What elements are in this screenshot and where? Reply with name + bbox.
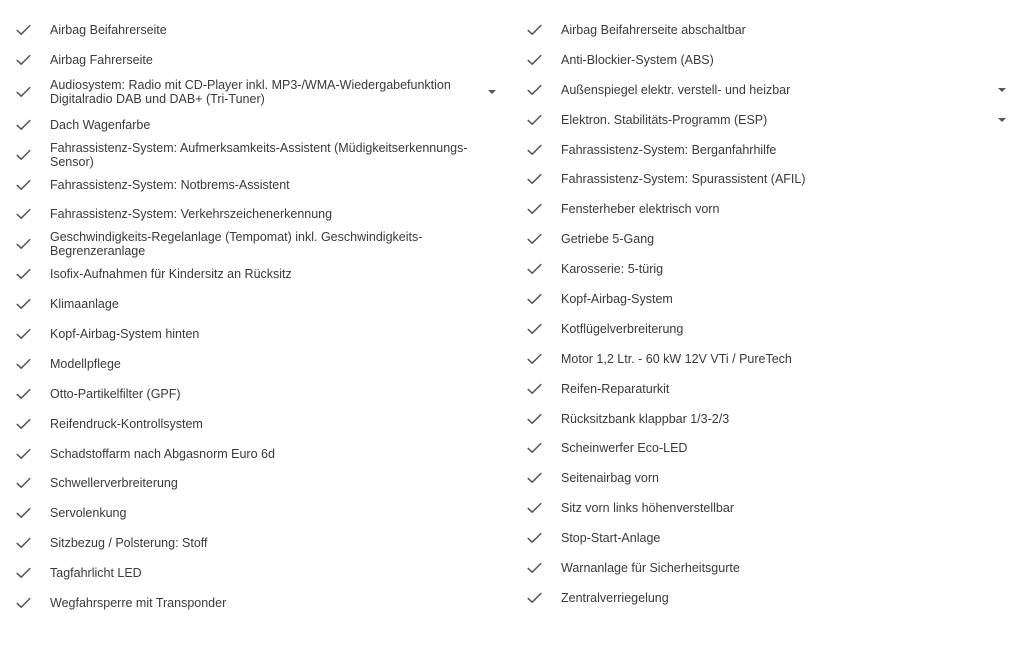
item-label: Getriebe 5-Gang (561, 232, 655, 247)
item-label: Dach Wagenfarbe (50, 117, 151, 132)
list-item (0, 319, 512, 349)
check-icon (512, 353, 561, 365)
item-label: Karosserie: 5-türig (561, 262, 664, 277)
check-icon (0, 507, 50, 519)
check-icon (0, 54, 50, 66)
item-label: Schwellerverbreiterung (50, 476, 178, 491)
list-item (512, 404, 1024, 434)
list-item-expandable[interactable] (0, 72, 512, 113)
check-icon (0, 119, 50, 131)
check-icon (0, 537, 50, 549)
check-icon (0, 388, 50, 400)
item-label: Geschwindigkeits-Regelanlage (Tempomat) inkl. Geschwindigkeits-Begrenzeranlage (50, 230, 423, 259)
list-item (0, 289, 512, 319)
check-icon (512, 233, 561, 245)
item-label: Airbag Beifahrerseite abschaltbar (561, 22, 746, 37)
list-item (0, 110, 512, 140)
check-icon (0, 238, 50, 250)
item-label: Fahrassistenz-System: Spurassistent (AFIL) (561, 172, 806, 187)
check-icon (512, 323, 561, 335)
list-item-expandable[interactable] (512, 75, 1024, 105)
check-icon (512, 592, 561, 604)
item-label: Reifen-Reparaturkit (561, 381, 670, 396)
item-label: Warnanlage für Sicherheitsgurte (561, 560, 740, 575)
check-icon (512, 114, 561, 126)
list-item (0, 199, 512, 229)
item-label: Otto-Partikelfilter (GPF) (50, 386, 181, 401)
item-label: Fahrassistenz-System: Notbrems-Assistent (50, 177, 290, 192)
caret-down-icon[interactable] (998, 88, 1006, 92)
list-item (512, 553, 1024, 583)
item-label: Reifendruck-Kontrollsystem (50, 416, 203, 431)
list-item (512, 254, 1024, 284)
list-item (0, 588, 512, 618)
list-item (0, 15, 512, 45)
item-label: Außenspiegel elektr. verstell- und heizbar (561, 82, 791, 97)
item-label: Fahrassistenz-System: Verkehrszeichenerkennung (50, 207, 333, 222)
check-icon (0, 149, 50, 161)
check-icon (0, 86, 50, 98)
item-label: Isofix-Aufnahmen für Kindersitz an Rücksitz (50, 267, 292, 282)
list-item (512, 344, 1024, 374)
check-icon (512, 502, 561, 514)
check-icon (512, 173, 561, 185)
list-item (0, 439, 512, 469)
list-item (512, 45, 1024, 75)
check-icon (512, 24, 561, 36)
check-icon (0, 208, 50, 220)
item-label: Stop-Start-Anlage (561, 531, 661, 546)
list-item (512, 523, 1024, 553)
item-label: Fensterheber elektrisch vorn (561, 202, 720, 217)
item-label: Sitzbezug / Polsterung: Stoff (50, 536, 208, 551)
list-item (512, 433, 1024, 463)
list-item-expandable[interactable] (512, 105, 1024, 135)
list-item (0, 229, 512, 259)
item-label: Airbag Beifahrerseite (50, 22, 167, 37)
list-item (0, 528, 512, 558)
check-icon (512, 203, 561, 215)
caret-down-icon[interactable] (488, 90, 496, 94)
item-label: Kotflügelverbreiterung (561, 321, 684, 336)
item-label: Tagfahrlicht LED (50, 566, 142, 581)
check-icon (0, 328, 50, 340)
item-label: Wegfahrsperre mit Transponder (50, 595, 227, 610)
list-item (0, 259, 512, 289)
list-item (0, 45, 512, 75)
equipment-list-right (512, 15, 1024, 613)
item-label: Kopf-Airbag-System (561, 291, 673, 306)
list-item (0, 409, 512, 439)
list-item (512, 194, 1024, 224)
caret-down-icon[interactable] (998, 118, 1006, 122)
item-label: Klimaanlage (50, 297, 119, 312)
check-icon (0, 268, 50, 280)
check-icon (512, 532, 561, 544)
check-icon (512, 472, 561, 484)
check-icon (0, 358, 50, 370)
check-icon (512, 562, 561, 574)
item-label: Fahrassistenz-System: Aufmerksamkeits-Assistent (Müdigkeitserkennungs-Sensor) (50, 140, 468, 169)
check-icon (0, 418, 50, 430)
check-icon (0, 448, 50, 460)
item-label: Modellpflege (50, 356, 121, 371)
item-label: Seitenairbag vorn (561, 471, 659, 486)
list-item (512, 15, 1024, 45)
item-label: Elektron. Stabilitäts-Programm (ESP) (561, 112, 768, 127)
check-icon (512, 84, 561, 96)
check-icon (512, 293, 561, 305)
check-icon (0, 179, 50, 191)
list-item (512, 314, 1024, 344)
list-item (512, 284, 1024, 314)
check-icon (512, 54, 561, 66)
check-icon (0, 597, 50, 609)
item-label: Zentralverriegelung (561, 590, 669, 605)
list-item (512, 164, 1024, 194)
item-label: Fahrassistenz-System: Berganfahrhilfe (561, 142, 777, 157)
list-item (0, 349, 512, 379)
equipment-list-left (0, 15, 512, 618)
item-label: Schadstoffarm nach Abgasnorm Euro 6d (50, 446, 275, 461)
item-label: Kopf-Airbag-System hinten (50, 326, 200, 341)
check-icon (512, 144, 561, 156)
check-icon (0, 567, 50, 579)
list-item (0, 558, 512, 588)
item-label: Airbag Fahrerseite (50, 52, 153, 67)
check-icon (0, 24, 50, 36)
item-label: Motor 1,2 Ltr. - 60 kW 12V VTi / PureTech (561, 351, 792, 366)
check-icon (512, 263, 561, 275)
list-item (512, 224, 1024, 254)
check-icon (512, 413, 561, 425)
list-item (0, 140, 512, 170)
list-item (0, 170, 512, 200)
check-icon (0, 477, 50, 489)
list-item (0, 498, 512, 528)
item-label (50, 78, 481, 106)
item-label-line2: Digitalradio DAB und DAB+ (Tri-Tuner) (50, 92, 265, 107)
item-label: Servolenkung (50, 506, 127, 521)
list-item (512, 493, 1024, 523)
list-item (512, 374, 1024, 404)
list-item (512, 583, 1024, 613)
check-icon (512, 383, 561, 395)
item-label-line1: Audiosystem: Radio mit CD-Player inkl. MP3-/WMA-Wiedergabefunktion (50, 78, 451, 93)
check-icon (0, 298, 50, 310)
list-item (0, 379, 512, 409)
item-label: Sitz vorn links höhenverstellbar (561, 501, 734, 516)
check-icon (512, 442, 561, 454)
list-item (512, 463, 1024, 493)
list-item (512, 135, 1024, 165)
item-label: Anti-Blockier-System (ABS) (561, 52, 714, 67)
list-item (0, 468, 512, 498)
item-label: Rücksitzbank klappbar 1/3-2/3 (561, 411, 730, 426)
item-label: Scheinwerfer Eco-LED (561, 441, 688, 456)
